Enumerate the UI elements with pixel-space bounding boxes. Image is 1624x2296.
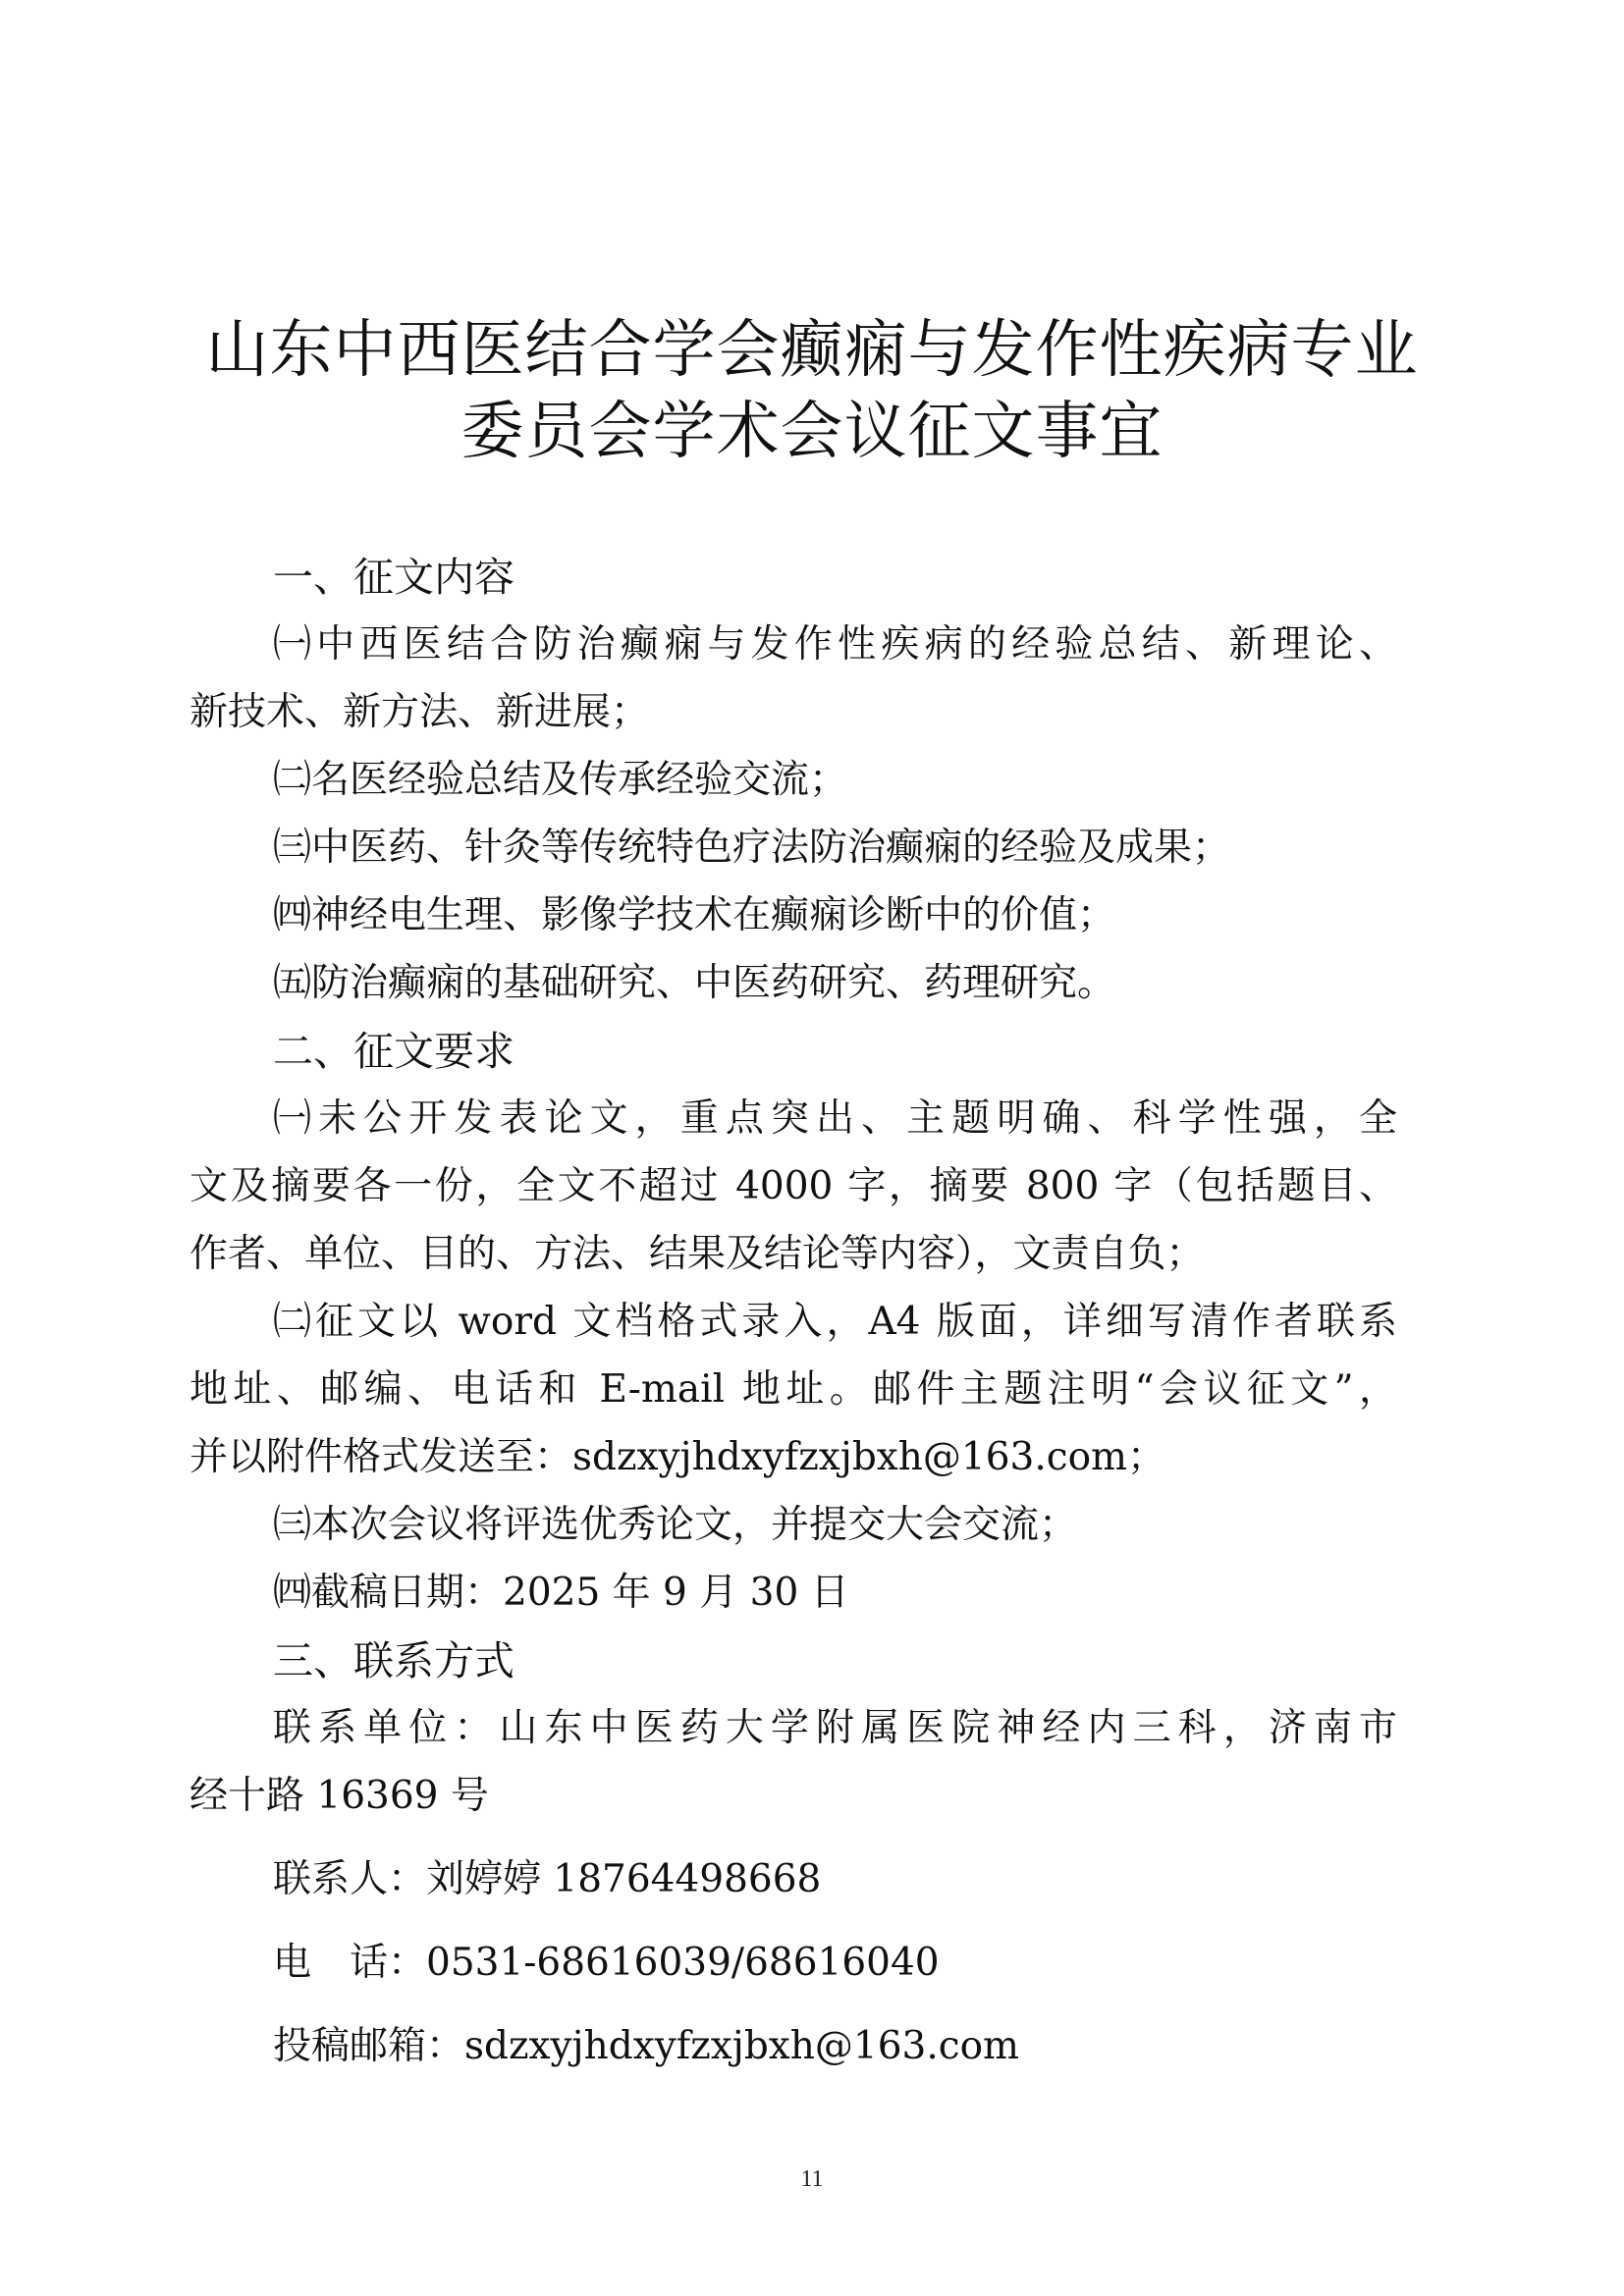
content-item-3: ㈢中医药、针灸等传统特色疗法防治癫痫的经验及成果； [273,826,1231,870]
contact-unit-line-1: 联系单位：山东中医药大学附属医院神经内三科，济南市 [273,1706,1397,1750]
page-number: 11 [800,2166,824,2192]
requirements-item-2-line-1: ㈡征文以 word 文档格式录入，A4 版面，详细写清作者联系 [273,1300,1397,1344]
contact-person: 联系人：刘婷婷 18764498668 [273,1857,822,1901]
requirements-item-1-line-2: 文及摘要各一份，全文不超过 4000 字，摘要 800 字（包括题目、 [189,1164,1397,1208]
contact-phone: 电 话：0531-68616039/68616040 [273,1941,940,1985]
content-item-1-line-1: ㈠中西医结合防治癫痫与发作性疾病的经验总结、新理论、 [273,622,1397,667]
document-title-line-1: 山东中西医结合学会癫痫与发作性疾病专业 [205,314,1419,387]
requirements-item-2-line-2: 地址、邮编、电话和 E-mail 地址。邮件主题注明“会议征文”， [189,1367,1397,1412]
requirements-item-1-line-1: ㈠未公开发表论文，重点突出、主题明确、科学性强，全 [273,1096,1397,1141]
requirements-item-4-deadline: ㈣截稿日期：2025 年 9 月 30 日 [273,1571,849,1615]
section-heading-requirements: 二、征文要求 [273,1028,514,1075]
requirements-item-3: ㈢本次会议将评选优秀论文，并提交大会交流； [273,1503,1078,1547]
requirements-item-2-line-3: 并以附件格式发送至：sdzxyjhdxyfzxjbxh@163.com； [189,1435,1166,1479]
content-item-4: ㈣神经电生理、影像学技术在癫痫诊断中的价值； [273,893,1116,937]
content-item-1-line-2: 新技术、新方法、新进展； [189,690,650,734]
document-title-line-2: 委员会学术会议征文事宜 [460,396,1164,468]
content-item-5: ㈤防治癫痫的基础研究、中医药研究、药理研究。 [273,961,1116,1005]
content-item-2: ㈡名医经验总结及传承经验交流； [273,758,848,802]
contact-unit-line-2: 经十路 16369 号 [189,1774,489,1818]
section-heading-content: 一、征文内容 [273,554,514,601]
requirements-item-1-line-3: 作者、单位、目的、方法、结果及结论等内容），文责自负； [189,1232,1205,1276]
contact-email: 投稿邮箱：sdzxyjhdxyfzxjbxh@163.com [273,2024,1020,2068]
section-heading-contact: 三、联系方式 [273,1637,514,1684]
